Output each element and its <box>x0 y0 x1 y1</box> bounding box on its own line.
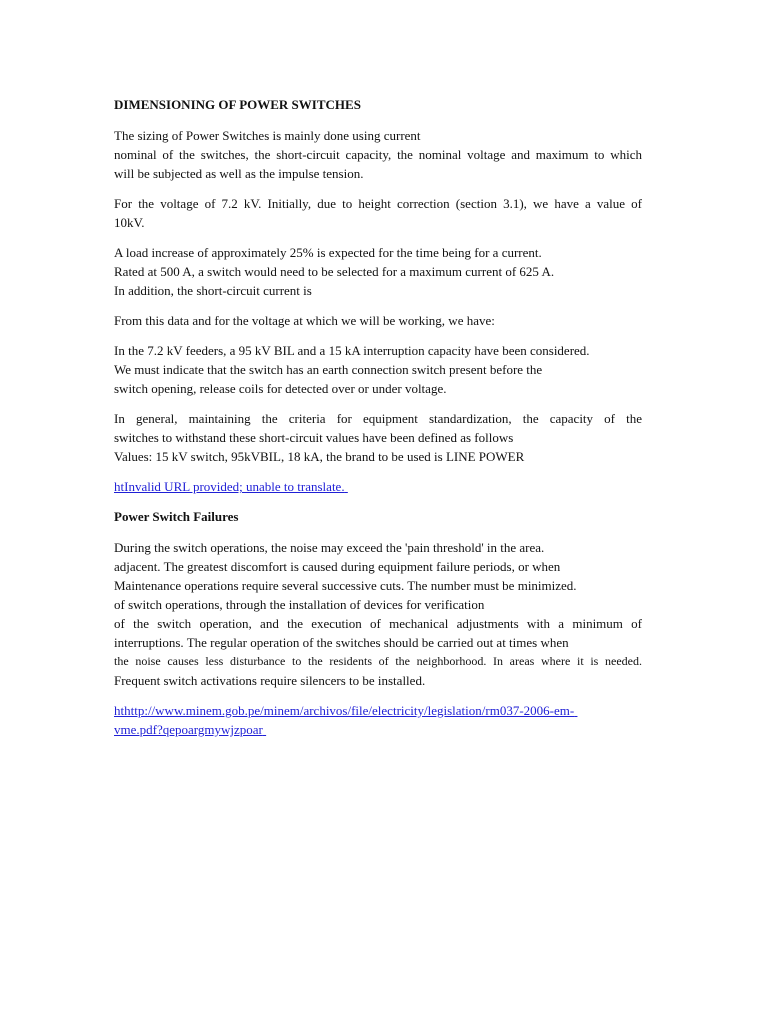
text-line: will be subjected as well as the impulse tension. <box>114 166 364 181</box>
link-underline-padding <box>345 477 469 496</box>
text-line: We must indicate that the switch has an earth connection switch present before the <box>114 362 543 377</box>
paragraph-voltage <box>114 194 642 232</box>
paragraph-sizing <box>114 126 642 183</box>
link-paragraph <box>114 477 642 496</box>
text-line: switch opening, release coils for detected over or under voltage. <box>114 381 447 396</box>
text-line: A load increase of approximately 25% is expected for the time being for a current. <box>114 245 542 260</box>
paragraph-failures <box>114 538 642 690</box>
minem-url-link[interactable]: hthttp://www.minem.gob.pe/minem/archivos/file/electricity/legislation/rm037-2006-em- <box>114 703 575 718</box>
paragraph-load <box>114 243 642 300</box>
link-paragraph <box>114 701 642 739</box>
text-line: For the voltage of 7.2 kV. Initially, due to height correction (section 3.1), we have a value of <box>114 196 642 211</box>
text-line: of the switch operation, and the execution of mechanical adjustments with a minimum of <box>114 616 642 631</box>
text-line: of switch operations, through the installation of devices for verification <box>114 597 485 612</box>
paragraph-feeders <box>114 341 642 398</box>
text-line: Maintenance operations require several successive cuts. The number must be minimized. <box>114 578 577 593</box>
text-line: adjacent. The greatest discomfort is caused during equipment failure periods, or when <box>114 559 561 574</box>
text-line: In addition, the short-circuit current is <box>114 283 312 298</box>
text-line: the noise causes less disturbance to the residents of the neighborhood. In areas where it is needed. <box>114 654 642 668</box>
text-line: In the 7.2 kV feeders, a 95 kV BIL and a 15 kA interruption capacity have been considered. <box>114 343 590 358</box>
text-line: In general, maintaining the criteria for equipment standardization, the capacity of the <box>114 411 642 426</box>
text-line: Values: 15 kV switch, 95kVBIL, 18 kA, the brand to be used is LINE POWER <box>114 449 525 464</box>
text-line: The sizing of Power Switches is mainly done using current <box>114 128 421 143</box>
text-line: nominal of the switches, the short-circuit capacity, the nominal voltage and maximum to which <box>114 147 642 162</box>
text-line: 10kV. <box>114 215 145 230</box>
link-underline-padding <box>574 701 592 720</box>
paragraph-data <box>114 311 642 330</box>
text-line: During the switch operations, the noise may exceed the 'pain threshold' in the area. <box>114 540 545 555</box>
text-line: Rated at 500 A, a switch would need to be selected for a maximum current of 625 A. <box>114 264 555 279</box>
text-line: interruptions. The regular operation of the switches should be carried out at times when <box>114 635 569 650</box>
text-line: From this data and for the voltage at which we will be working, we have: <box>114 313 495 328</box>
document-title: DIMENSIONING OF POWER SWITCHES <box>114 97 361 112</box>
section-heading-failures: Power Switch Failures <box>114 509 239 524</box>
link-underline-padding <box>263 720 267 739</box>
text-line: Frequent switch activations require silencers to be installed. <box>114 673 426 688</box>
invalid-url-link[interactable]: htInvalid URL provided; unable to translate. <box>114 479 345 494</box>
text-line: switches to withstand these short-circuit values have been defined as follows <box>114 430 514 445</box>
paragraph-standardization <box>114 409 642 466</box>
minem-url-link-continuation[interactable]: vme.pdf?qepoargmywjzpoar <box>114 722 263 737</box>
